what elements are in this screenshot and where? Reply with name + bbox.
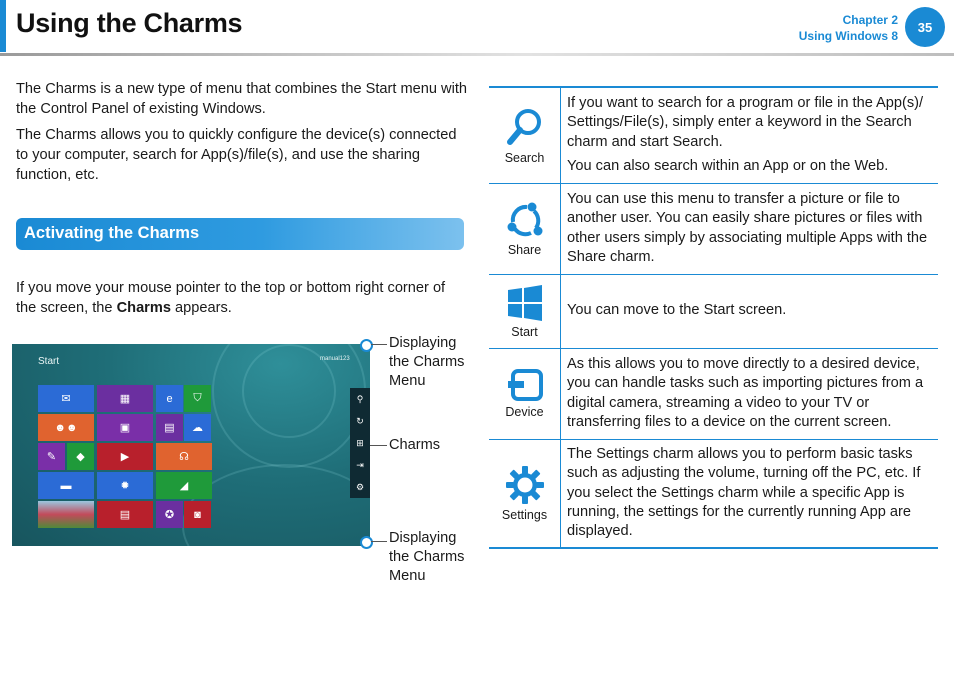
start-screen-user: manual123	[320, 356, 350, 362]
charm-description-text: You can use this menu to transfer a picture or file to another user. You can easily share pictures or files with other users simply by associating multiple Apps with the Share charm.	[567, 190, 928, 265]
callout-line	[371, 344, 387, 345]
charm-description	[561, 439, 939, 548]
chapter-label	[799, 12, 898, 44]
music-tile[interactable]: ☊	[156, 443, 212, 470]
charm-devices-icon[interactable]: ⇥	[356, 460, 364, 470]
store-tile[interactable]: ⛉	[184, 385, 211, 412]
charm-icon-cell	[489, 439, 561, 548]
intro-paragraph-1: The Charms is a new type of menu that combines the Start menu with the Control Panel of existing Windows.	[16, 81, 467, 117]
chapter-number: Chapter 2	[842, 13, 898, 27]
intro-paragraph-2: The Charms allows you to quickly configure the device(s) connected to your computer, search for App(s)/file(s), and use the sharing function, etc.	[16, 127, 457, 183]
callout-top-label: Displaying the Charms Menu	[389, 335, 465, 389]
settings-gear-icon	[505, 465, 545, 505]
search-icon	[505, 106, 545, 148]
messaging-tile[interactable]: ✎	[38, 443, 65, 470]
table-row	[489, 87, 938, 183]
charms-table	[489, 86, 938, 549]
charm-label: Start	[511, 324, 538, 339]
finance-tile[interactable]: ◢	[156, 472, 212, 499]
table-row	[489, 274, 938, 348]
section-body	[16, 278, 468, 318]
chapter-subtitle: Using Windows 8	[798, 29, 898, 43]
section-body-end: appears.	[170, 300, 232, 316]
charm-description-text: You can also search within an App or on the Web.	[567, 158, 889, 175]
charm-description-text: You can move to the Start screen.	[567, 302, 787, 319]
device-icon	[505, 368, 545, 402]
start-screen-screenshot	[12, 344, 370, 546]
page-title: Using the Charms	[16, 8, 243, 38]
charm-icon-cell	[489, 348, 561, 439]
charm-icon-cell	[489, 183, 561, 274]
charm-label: Device	[505, 405, 544, 419]
calendar-tile[interactable]: ▦	[97, 385, 153, 412]
travel-tile[interactable]: ▬	[38, 472, 94, 499]
desktop-tile[interactable]	[38, 501, 94, 528]
maps-tile[interactable]: ▤	[156, 414, 183, 441]
weather-tile[interactable]: ✹	[97, 472, 153, 499]
people-tile[interactable]: ☻☻	[38, 414, 94, 441]
charm-description-text: The Settings charm allows you to perform basic tasks such as adjusting the volume, turning off the PC, etc. If you select the Settings charm while a specific App is running, the settings for the currently running App are displayed.	[567, 446, 921, 540]
charm-description	[561, 87, 939, 183]
table-row	[489, 348, 938, 439]
sports-tile[interactable]: ✪	[156, 501, 183, 528]
charm-settings-icon[interactable]: ⚙	[355, 482, 365, 492]
page-number-badge: 35	[905, 7, 945, 47]
section-body-start: If you move your mouse pointer to the top or bottom right corner of the screen, the	[16, 280, 446, 316]
camera-tile[interactable]: ◙	[184, 501, 211, 528]
photos-tile[interactable]: ▣	[97, 414, 153, 441]
callout-bottom-label: Displaying the Charms Menu	[389, 530, 465, 584]
charm-description-text: As this allows you to move directly to a desired device, you can handle tasks such as importing pictures from a digital camera, streaming a video to your TV or transferring files to a device on the current screen.	[567, 355, 924, 430]
charm-icon-cell	[489, 87, 561, 183]
callout-line	[371, 541, 387, 542]
charm-description-text: If you want to search for a program or file in the App(s)/ Settings/File(s), simply enter a keyword in the Search charm and start Search.	[567, 95, 924, 150]
internet-explorer-tile[interactable]: e	[156, 385, 183, 412]
top-corner-marker	[360, 339, 373, 352]
charm-label: Share	[507, 243, 542, 257]
charm-description	[561, 274, 939, 348]
section-heading-bar	[16, 218, 464, 250]
header-divider	[0, 53, 954, 56]
charm-icon-cell	[489, 274, 561, 348]
callout-charms-label: Charms	[389, 437, 441, 453]
charm-label: Search	[504, 150, 545, 165]
xbox-games-tile[interactable]: ◆	[67, 443, 94, 470]
mail-tile[interactable]: ✉	[38, 385, 94, 412]
windows-start-icon	[506, 284, 544, 322]
header-accent-bar	[0, 0, 6, 52]
charm-search-icon[interactable]: ⚲	[356, 394, 364, 404]
table-row	[489, 183, 938, 274]
video-tile[interactable]: ▶	[97, 443, 153, 470]
bottom-corner-marker	[360, 536, 373, 549]
table-row	[489, 439, 938, 548]
news-tile[interactable]: ▤	[97, 501, 153, 528]
share-icon	[505, 200, 545, 240]
section-heading: Activating the Charms	[24, 224, 200, 242]
section-body-bold: Charms	[116, 300, 171, 316]
charms-bar	[350, 388, 370, 498]
charm-description	[561, 183, 939, 274]
callout-line	[370, 445, 387, 446]
skydrive-tile[interactable]: ☁	[184, 414, 211, 441]
charm-start-icon[interactable]: ⊞	[356, 438, 364, 448]
start-screen-title: Start	[38, 356, 60, 367]
charm-description	[561, 348, 939, 439]
charm-label: Settings	[501, 507, 548, 522]
charm-share-icon[interactable]: ↻	[356, 416, 364, 426]
